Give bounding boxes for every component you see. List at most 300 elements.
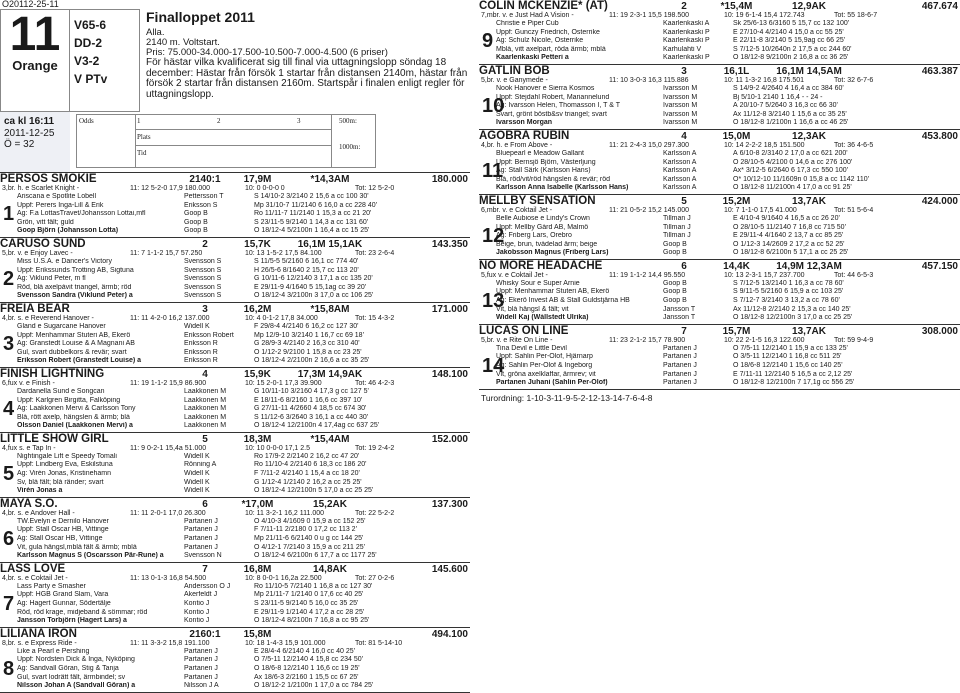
row-driver: Partanen J <box>663 370 697 378</box>
stats-year-11: 11: 21 2-4-3 15,0 297.300 <box>609 141 690 149</box>
row-info: Uppf: Karlgren Birgitta, Falköping <box>17 396 121 404</box>
row-info: Blå, röd/vit/röd hängslen & revär; röd <box>496 175 611 183</box>
horse-entry <box>479 130 960 195</box>
row-result: E 29/11-9 4/1640 5 15,1ag cc 39 20' <box>254 283 367 291</box>
row-info: Belle Aubiose e Lindy's Crown <box>496 214 590 222</box>
history-row <box>496 241 960 250</box>
row-result: Ö 28/10-5 4/2100 0 14,6 a cc 276 100' <box>733 158 853 166</box>
row-result: Ro 11/10-5 7/2140 1 16,8 a cc 127 30' <box>254 582 373 590</box>
horse-entry <box>0 433 470 498</box>
row-result: Ö 18/12-4 2/2100n 2 16,6 a cc 35 25' <box>254 357 370 365</box>
horse-name: FREIA BEAR <box>0 302 70 315</box>
history-row <box>496 297 960 306</box>
history-row <box>17 609 470 618</box>
row-result: Ö 18/12-4 3/2100n 3 17,0 a cc 106 25' <box>254 292 374 300</box>
history-row <box>17 323 470 332</box>
row-driver: Partanen J <box>184 656 218 664</box>
horse-money: 308.000 <box>921 325 958 337</box>
horse-money: 467.674 <box>921 1 958 12</box>
history-rows <box>17 193 470 236</box>
horse-money: 171.000 <box>431 303 468 315</box>
row-result: S 7/12-7 3/2140 3 13,2 a cc 78 60' <box>733 297 840 305</box>
row-info: Äg: Virén Jonas, Kristinehamn <box>17 470 112 478</box>
horse-best: *15,8AM <box>310 303 350 315</box>
row-info: Gul, svart dubbelkors & revär; svart <box>17 348 127 356</box>
row-driver: Kaarlenkaski P <box>663 37 710 45</box>
odds-1000m: 1000m: <box>339 143 361 151</box>
horse-header <box>479 130 960 142</box>
horse-best: *14,3AM <box>310 174 350 185</box>
history-row <box>496 232 960 241</box>
horse-distance: 4 <box>202 368 208 380</box>
row-info: Äg: Stall Oscar HB, Vittinge <box>17 535 103 543</box>
start-number: 5 <box>3 462 15 485</box>
row-info: Miss U.S.A. e Dancer's Victory <box>17 257 112 265</box>
left-column <box>0 0 470 693</box>
row-driver: Eriksson R <box>184 340 218 348</box>
race-number-box <box>0 9 70 112</box>
horse-money: 152.000 <box>431 433 468 445</box>
row-driver: Kontio J <box>184 608 210 616</box>
row-driver: Laakkonen M <box>184 387 227 395</box>
horse-header <box>479 65 960 77</box>
row-driver: Åkerfeldt J <box>184 591 218 599</box>
history-row <box>496 362 960 371</box>
start-number: 11 <box>482 159 504 182</box>
horse-body <box>0 193 470 236</box>
start-number: 8 <box>3 657 15 680</box>
stats-year-10: 10: 10 0-0-0 17,1 2.5 <box>245 444 310 452</box>
horse-best: 17,3M 14,9AK <box>297 368 363 380</box>
history-row <box>496 306 960 315</box>
row-info: Uppf: Bernsjö Björn, Västerljung <box>496 158 596 166</box>
row-driver: Andersson O J <box>184 582 231 590</box>
tid-label: Tid <box>137 149 147 157</box>
history-rows <box>496 150 960 193</box>
history-row <box>496 280 960 289</box>
horse-stats <box>479 207 960 215</box>
row-driver: Partanen J <box>663 353 697 361</box>
row-info: Partanen Juhani (Sahlin Per-Olof) <box>496 379 608 387</box>
row-result: Ö 18/12-4 12/2100n 5 17,0 a cc 25 25' <box>254 487 374 495</box>
bet-type: V3-2 <box>74 54 100 68</box>
history-row <box>17 656 470 665</box>
row-driver: Svensson S <box>184 257 222 265</box>
row-result: Ö 1/12-2 9/2100 1 15,8 a cc 23 25' <box>254 348 362 356</box>
horse-pedigree: 4,br. s. e Reverend Hanover - <box>2 314 94 322</box>
horse-record: 18,3M <box>243 433 272 445</box>
row-driver: Partanen J <box>184 517 218 525</box>
row-result: Ro 17/9-2 2/2140 2 16,2 cc 47 20' <box>254 452 360 460</box>
row-info: Gland e Sugarcane Hanover <box>17 322 106 330</box>
horse-stats <box>479 272 960 280</box>
history-row <box>17 388 470 397</box>
bet-types <box>70 9 140 112</box>
horse-body <box>0 323 470 366</box>
history-rows <box>17 323 470 366</box>
row-info: Svensson Sandra (Viklund Peter) a <box>17 292 133 300</box>
row-info: Nook Hanover e Sierra Kosmos <box>496 84 595 92</box>
history-row <box>496 94 960 103</box>
row-driver: Nilsson J A <box>184 682 219 690</box>
row-driver: Widell K <box>184 322 210 330</box>
row-info: Vit, blå hängsl & fält; vit <box>496 305 569 313</box>
stats-year-11: 11: 11 3-3-2 15,8 191.100 <box>130 639 210 647</box>
row-info: Uppf: Sahlin Per-Olof, Hjärnarp <box>496 353 593 361</box>
horse-best: 13,7AK <box>792 195 826 207</box>
history-row <box>17 202 470 211</box>
history-row <box>496 46 960 55</box>
history-row <box>496 176 960 185</box>
start-number: 2 <box>3 267 15 290</box>
history-row <box>17 292 470 301</box>
history-row <box>496 119 960 128</box>
horse-header <box>0 368 470 380</box>
odds-label: Odds <box>79 117 94 125</box>
horse-record: 15,7K <box>244 238 271 250</box>
horse-pedigree: 5,fux v. e Coktail Jet - <box>481 271 548 279</box>
history-row <box>17 397 470 406</box>
horse-best: 16,1M 15,1AK <box>297 238 363 250</box>
history-row <box>17 332 470 341</box>
row-driver: Partanen J <box>663 362 697 370</box>
horse-pedigree: 4,br. s. e Andover Hall - <box>2 509 75 517</box>
race-description: För hästar vilka kvalificerat sig till final via uttagningslopp söndag 18 december: Hästar från försök 1 startar från distansen 2140m, hästar från försök 2 startar från distansen 2160m. Startspår i finalen enligt regler för uttagningslopp. <box>146 57 468 100</box>
history-row <box>496 111 960 120</box>
horse-entry <box>479 0 960 65</box>
row-driver: Goop B <box>184 210 208 218</box>
horse-header <box>0 238 470 250</box>
row-result: G 28/9-3 4/2140 2 16,3 cc 310 40' <box>254 340 360 348</box>
row-info: Äg: Laakkonen Mervi & Carlsson Tony <box>17 405 136 413</box>
history-row <box>17 422 470 431</box>
horse-body <box>479 345 960 388</box>
bet-type: V65-6 <box>74 18 107 32</box>
history-row <box>496 215 960 224</box>
row-info: Nightingale Lift e Speedy Tomali <box>17 452 117 460</box>
stats-total: Tot: 36 4-6-5 <box>834 141 874 149</box>
row-result: Ö 4/10-3 4/1609 0 15,9 a cc 152 25' <box>254 517 366 525</box>
row-driver: Ivarsson M <box>663 110 698 118</box>
history-row <box>17 665 470 674</box>
row-info: Äg: F.a LottasTravet/Johansson Lottai,mfl <box>17 210 146 218</box>
horse-header <box>0 498 470 510</box>
row-result: Å 6/10-8 2/3140 2 17,0 a cc 621 200' <box>733 149 848 157</box>
horse-header <box>479 260 960 272</box>
horse-money: 453.800 <box>921 130 958 142</box>
row-info: Äg: Hagert Gunnar, Södertälje <box>17 600 111 607</box>
bet-type: DD-2 <box>74 36 103 50</box>
history-row <box>17 682 470 691</box>
row-info: Äg: Viklund Peter, m fl <box>17 275 86 283</box>
horse-name: LILIANA IRON <box>0 627 77 640</box>
horse-record: 16,2M <box>243 303 272 315</box>
row-result: Mp 21/11-6 6/2140 0 u g cc 144 25' <box>254 535 364 543</box>
row-info: Äg: Ivarsson Helen, Thomasson I, T & T <box>496 102 620 110</box>
row-info: Whisky Sour e Super Arnie <box>496 279 580 287</box>
horse-body <box>0 388 470 431</box>
row-result: Ö 28/10-5 11/2140 7 16,8 cc 715 50' <box>733 223 846 231</box>
plats-label: Plats <box>137 133 151 141</box>
row-result: Ö 18/6-8 12/2140 1 16,6 cc 19 25' <box>254 664 360 672</box>
stats-year-11: 11: 21 0-5-2 15,2 145.000 <box>609 206 690 214</box>
row-info: Sv, blå fält; blå ränder; svart <box>17 478 104 486</box>
history-rows <box>17 583 470 626</box>
row-result: E 22/11-8 3/2140 5 15,9ag cc 66 25' <box>733 37 846 45</box>
horse-name: MAYA S.O. <box>0 497 58 510</box>
row-driver: Widell K <box>184 452 210 460</box>
horse-entry <box>0 628 470 693</box>
history-rows <box>496 345 960 388</box>
history-rows <box>496 85 960 128</box>
horse-record: 15,0M <box>722 130 751 142</box>
stats-total: Tot: 22 5-2-2 <box>355 509 395 517</box>
horse-distance: 3 <box>681 65 687 77</box>
horse-name: MELLBY SENSATION <box>479 194 596 207</box>
row-info: Svart, grönt böstb&sv triangel; svart <box>496 110 607 118</box>
row-info: Uppf: Menhammar Stuteri AB, Ekerö <box>17 331 131 339</box>
row-result: Ö 18/12-2 1/2100n 1 17,0 a cc 784 25' <box>254 682 374 690</box>
horse-money: 424.000 <box>921 195 958 207</box>
horse-stats <box>479 337 960 345</box>
stats-total: Tot: 55 18-6-7 <box>834 12 878 19</box>
row-result: Mp 21/11-7 1/2140 0 17,6 cc 40 25' <box>254 591 364 599</box>
history-row <box>17 340 470 349</box>
row-driver: Pettersson T <box>184 193 224 200</box>
row-info: Uppf: Nordsten Dick & Inga, Nyköping <box>17 656 135 664</box>
row-driver: Kontio J <box>184 617 210 625</box>
horse-entry <box>0 238 470 303</box>
row-result: H 26/5-6 8/1640 2 15,7 cc 113 20' <box>254 266 359 274</box>
row-driver: Goop B <box>663 297 687 305</box>
horse-stats <box>0 510 470 518</box>
horse-pedigree: 3,br. h. e Scarlet Knight - <box>2 185 80 192</box>
history-row <box>17 357 470 366</box>
history-row <box>496 184 960 193</box>
row-info: Uppf: HGB Grand Slam, Vara <box>17 591 109 599</box>
horse-name: AGOBRA RUBIN <box>479 129 570 142</box>
horse-stats <box>479 142 960 150</box>
horse-pedigree: 5,br. v. e Ganymede - <box>481 76 548 84</box>
row-result: S 14/10-2 3/2140 2 15,6 a cc 100 30' <box>254 193 369 200</box>
row-result: Bj 5/10-1 2140 1 16,4 - - 24 - <box>733 93 823 101</box>
row-result: Å 20/10-7 5/2640 3 16,3 cc 66 30' <box>733 102 838 110</box>
horse-body <box>479 85 960 128</box>
history-row <box>17 617 470 626</box>
row-info: Olsson Daniel (Laakkonen Mervi) a <box>17 422 133 430</box>
row-result: S 14/9-2 4/2640 4 16,4 a cc 384 60' <box>733 84 844 92</box>
horse-header <box>0 563 470 575</box>
horse-pedigree: 4,br. h. e From Above - <box>481 141 553 149</box>
stats-year-11: 11: 19 1-1-2 14,4 95.550 <box>609 271 686 279</box>
race-subheader <box>0 112 470 172</box>
right-column <box>479 0 960 406</box>
right-horse-list <box>479 0 960 390</box>
history-row <box>17 275 470 284</box>
stats-total: Tot: 19 2-4-2 <box>355 444 395 452</box>
row-driver: Svensson S <box>184 266 222 274</box>
stats-year-10: 10: 13 1-5-2 17,5 84.100 <box>245 249 322 257</box>
horse-money: 457.150 <box>921 260 958 272</box>
row-driver: Partanen J <box>184 526 218 534</box>
history-row <box>17 552 470 561</box>
start-number: 1 <box>3 202 15 225</box>
horse-money: 463.387 <box>921 65 958 77</box>
row-result: Ö 7/5-11 12/2140 4 15,8 cc 234 50' <box>254 656 364 664</box>
horse-name: NO MORE HEADACHE <box>479 259 603 272</box>
row-result: Ax 11/12-8 2/2140 2 15,3 a cc 140 25' <box>733 305 851 313</box>
row-result: Ö 18/6-8 12/2140 1 15,6 cc 140 25' <box>733 362 843 370</box>
history-row <box>496 314 960 323</box>
row-info: Uppf: Stall Oscar HB, Vittinge <box>17 526 109 534</box>
odds-grid <box>76 114 376 168</box>
history-rows <box>17 518 470 561</box>
horse-name: FINISH LIGHTNING <box>0 367 105 380</box>
row-info: Uppf: Mellby Gård AB, Malmö <box>496 223 589 231</box>
horse-record: 16,8M <box>243 563 272 575</box>
row-info: Tina Devil e Little Devil <box>496 344 567 352</box>
horse-distance: 7 <box>202 563 208 575</box>
horse-stats <box>0 185 470 193</box>
horse-record: 15,8M <box>243 628 272 640</box>
start-number: 14 <box>482 354 505 377</box>
history-row <box>496 353 960 362</box>
row-result: Ö 18/12-8 12/2100n 3 17,0 a cc 25 25' <box>733 314 853 322</box>
row-info: Äg: Schulz Nicole, Österrike <box>496 37 584 45</box>
horse-best: 14,9M 12,3AM <box>776 260 842 272</box>
row-info: Äg: Sandvall Göran, Stig & Tanja <box>17 664 119 672</box>
row-result: S 7/12-5 13/2140 1 16,3 a cc 78 60' <box>733 279 844 287</box>
row-driver: Goop B <box>663 288 687 296</box>
race-track: Ö = 32 <box>4 139 35 150</box>
history-row <box>496 249 960 258</box>
row-driver: Ivarsson M <box>663 102 698 110</box>
horse-header <box>0 303 470 315</box>
horse-header <box>0 173 470 185</box>
horse-stats <box>479 12 960 20</box>
horse-name: CARUSO SUND <box>0 237 86 250</box>
row-info: TW.Evelyn e Dernilo Hanover <box>17 517 109 525</box>
row-result: Ö 18/12-4 12/2100n 4 17,4ag cc 637 25' <box>254 422 380 430</box>
row-driver: Tillman J <box>663 223 691 231</box>
row-driver: Partanen J <box>663 344 697 352</box>
row-driver: Rönning A <box>184 461 217 469</box>
row-info: Dardanella Sund e Songcan <box>17 387 105 395</box>
stats-year-11: 11: 10 3-0-3 16,3 115.886 <box>609 76 689 84</box>
row-result: S 9/11-5 5/2160 6 15,9 a cc 103 25' <box>733 288 844 296</box>
stats-total: Tot: 23 2-6-4 <box>355 249 395 257</box>
row-result: F 29/8-4 4/2140 6 16,2 cc 127 30' <box>254 322 359 330</box>
history-rows <box>496 20 960 63</box>
history-row <box>17 414 470 423</box>
history-row <box>17 479 470 488</box>
row-info: Äg: Sahlin Per-Olof & Ingeborg <box>496 362 593 370</box>
row-driver: Svensson S <box>184 292 222 300</box>
horse-header <box>0 433 470 445</box>
horse-name: LUCAS ON LINE <box>479 324 569 337</box>
row-driver: Svensson S <box>184 283 222 291</box>
history-row <box>496 85 960 94</box>
row-result: S 23/11-5 9/2140 5 16,0 cc 35 25' <box>254 600 359 607</box>
horse-money: 180.000 <box>431 174 468 185</box>
horse-name: PERSOS SMOKIE <box>0 173 97 185</box>
row-driver: Karlsson A <box>663 184 697 192</box>
horse-body <box>479 150 960 193</box>
stats-year-11: 11: 12 5-2-0 17,9 180.000 <box>130 185 211 192</box>
history-row <box>496 54 960 63</box>
row-result: Mp 12/9-10 3/2140 1 16,7 cc 69 18' <box>254 331 364 339</box>
stats-year-10: 10: 19 6-1-4 15,4 172.743 <box>724 12 805 19</box>
horse-entry <box>479 65 960 130</box>
horse-distance: 4 <box>681 130 687 142</box>
race-color: Orange <box>12 58 58 73</box>
history-row <box>17 258 470 267</box>
horse-record: 16,1L <box>723 65 750 77</box>
horse-header <box>479 0 960 12</box>
horse-entry <box>0 563 470 628</box>
start-number: 13 <box>482 289 505 312</box>
horse-entry <box>0 173 470 238</box>
row-result: Mp 31/10-7 11/2140 6 16,0 a cc 228 40' <box>254 201 378 209</box>
horse-entry <box>479 195 960 260</box>
row-result: F 7/11-11 2/2180 0 17,2 cc 113 2' <box>254 526 357 534</box>
row-driver: Laakkonen M <box>184 405 227 413</box>
start-number: 7 <box>3 592 15 615</box>
history-row <box>17 219 470 228</box>
row-info: Uppf: Lindberg Eva, Eskilstuna <box>17 461 113 469</box>
row-result: E 7/11-11 12/2140 5 16,5 a cc 2,12 25' <box>733 370 853 378</box>
stats-total: Tot: 44 6-5-3 <box>834 271 874 279</box>
row-info: Grön, vitt fält; guld <box>17 218 74 226</box>
history-row <box>17 544 470 553</box>
stats-year-10: 10: 7 1-1-0 17,5 41.000 <box>724 206 797 214</box>
horse-body <box>0 453 470 496</box>
row-info: Kaarlenkaski Petteri a <box>496 54 569 62</box>
start-time-box <box>0 112 70 172</box>
horse-name: GATLIN BOB <box>479 64 550 77</box>
horse-money: 143.350 <box>431 238 468 250</box>
stats-year-10: 10: 8 0-0-1 16,2a 22.500 <box>245 574 322 582</box>
row-result: Ö 7/5-11 12/2140 1 15,9 a cc 133 25' <box>733 344 848 352</box>
row-driver: Karhulahti V <box>663 45 702 53</box>
row-driver: Goop B <box>663 249 687 257</box>
row-info: Äg: Ekerö Invest AB & Stall Guldstjärna HB <box>496 297 630 305</box>
row-driver: Eriksson R <box>184 357 218 365</box>
horse-entry <box>0 368 470 433</box>
horse-record: 15,7M <box>722 325 751 337</box>
race-line: Alla. <box>146 27 165 38</box>
row-info: Äg: Friberg Lars, Örebro <box>496 232 572 240</box>
history-row <box>17 284 470 293</box>
race-title: Finalloppet 2011 <box>146 9 255 25</box>
row-result: G 10/11-10 3/2160 4 17,3 g cc 127 5' <box>254 387 369 395</box>
row-driver: Widell K <box>184 478 210 486</box>
row-info: Lass Party e Smasher <box>17 582 86 590</box>
horse-pedigree: 5,br. v. e Enjoy Lavec - <box>2 249 73 257</box>
bet-type: V PTv <box>74 72 108 86</box>
stats-year-11: 11: 23 2-1-2 15,7 78.900 <box>609 336 686 344</box>
row-driver: Partanen J <box>184 535 218 543</box>
row-info: Karlsson Anna Isabelle (Karlsson Hans) <box>496 184 629 192</box>
row-info: Jansson Torbjörn (Hagert Lars) a <box>17 617 127 625</box>
horse-best: 14,8AK <box>313 563 347 575</box>
horse-record: 17,9M <box>243 174 272 185</box>
horse-body <box>0 258 470 301</box>
history-row <box>496 29 960 38</box>
race-id: Ö20112-25-11 <box>2 0 59 9</box>
history-row <box>496 150 960 159</box>
horse-best: 12,3AK <box>792 130 826 142</box>
